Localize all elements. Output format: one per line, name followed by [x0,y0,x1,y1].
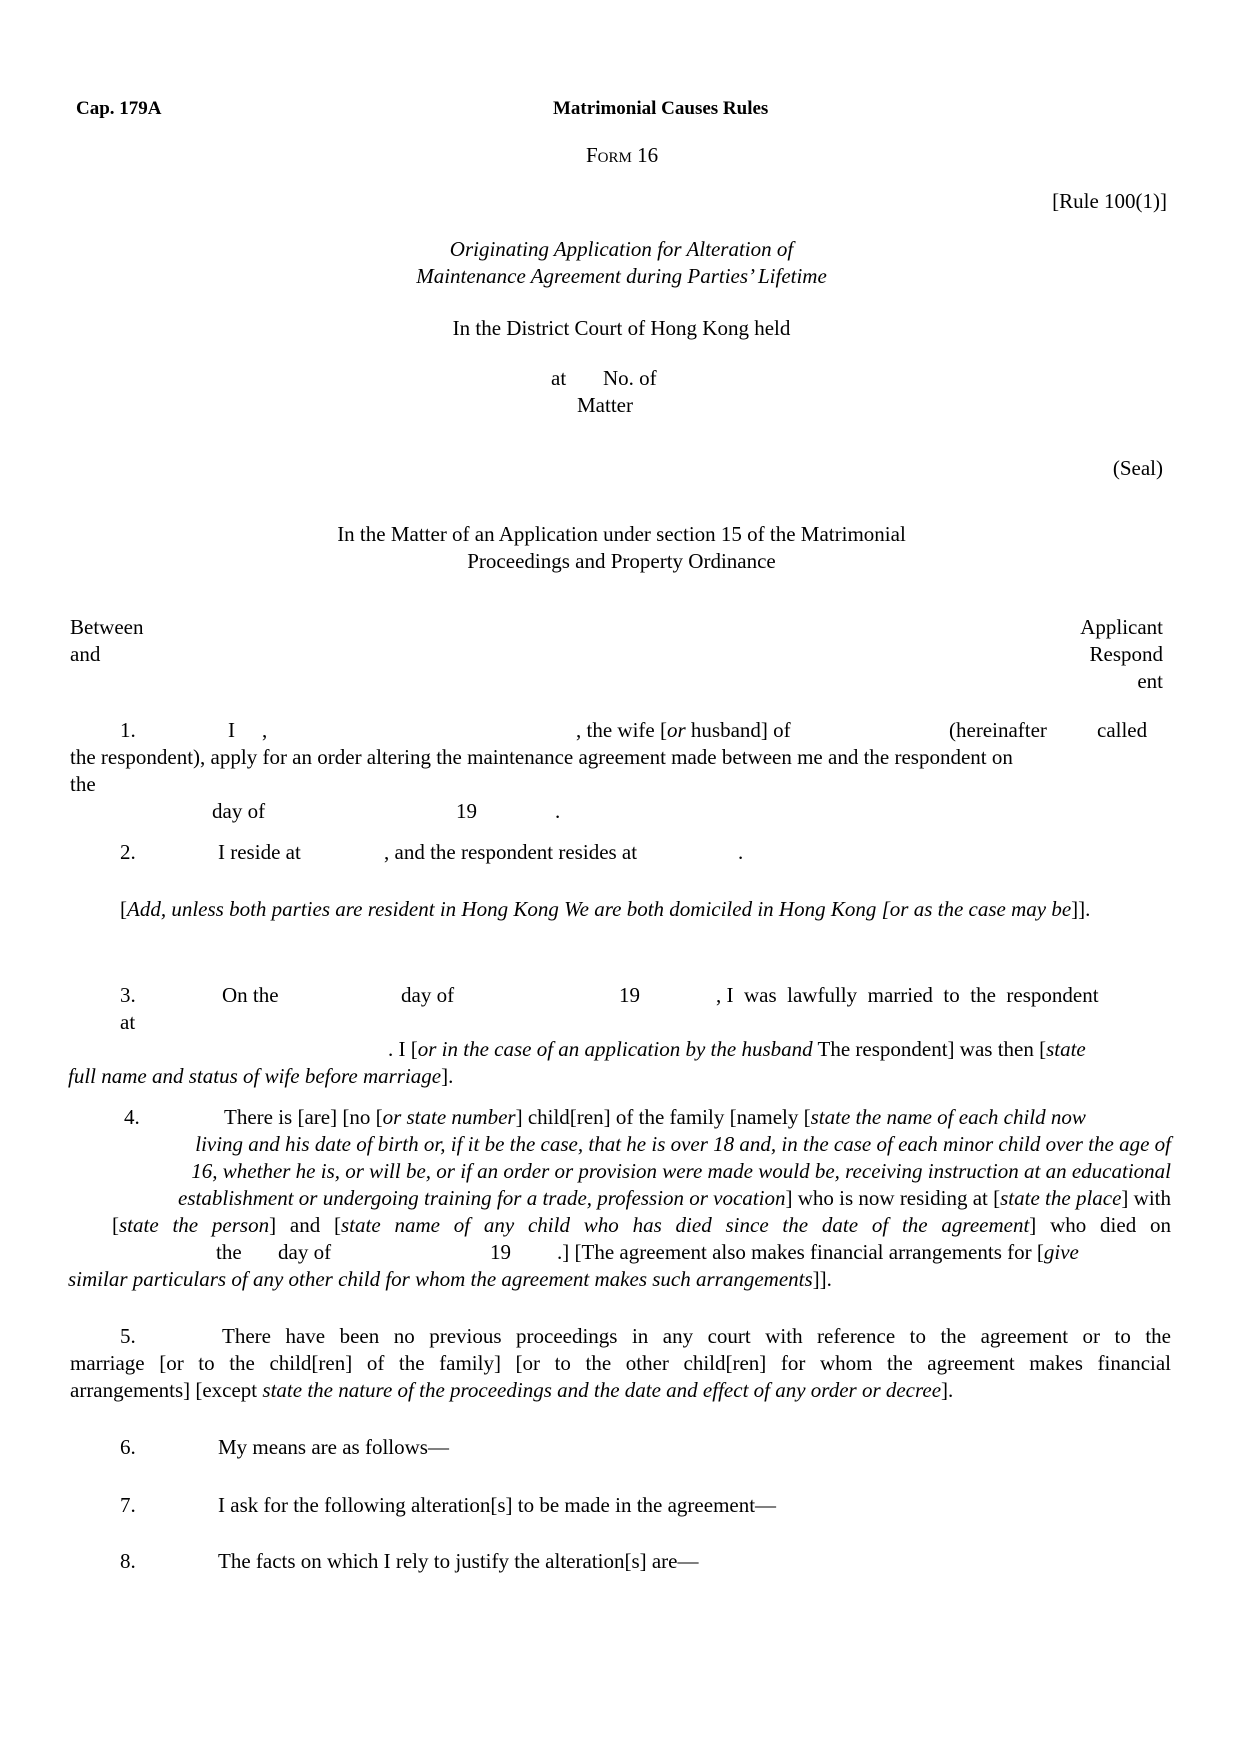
para8-text: The facts on which I rely to justify the alteration[s] are— [218,1549,699,1573]
in-the-matter-line1: In the Matter of an Application under section 15 of the Matrimonial [337,522,906,546]
para3-number: 3. [120,983,136,1007]
para4-the: the [216,1240,242,1264]
para4-line2: living and his date of birth or, if it be the case, that he is over 18 and, in the case of each minor child over the age of [195,1132,1171,1156]
applicant-label: Applicant [1080,615,1163,639]
para1-wife-clause: , the wife [or husband] of [576,718,791,742]
form-title-line2: Maintenance Agreement during Parties’ Lifetime [416,264,827,288]
para7-number: 7. [120,1493,136,1517]
respondent-label-part2: ent [1137,669,1163,693]
para5-line1: There have been no previous proceedings in any court with reference to the agreement or to the [222,1324,1171,1348]
respondent-label-part1: Respond [1089,642,1163,666]
para4-line5: [state the person] and [state name of any child who has died since the date of the agreement] who died on [112,1213,1171,1237]
cap-number: Cap. 179A [76,98,162,119]
form-title-line1: Originating Application for Alteration of [449,237,794,261]
para1-comma: , [262,718,268,742]
para1-the: the [70,772,96,796]
add-clause: [Add, unless both parties are resident in Hong Kong We are both domiciled in Hong Kong [or as the case may be]]. [120,897,1091,921]
para3-married: , I was lawfully married to the respondent [716,983,1099,1007]
para4-year-prefix: 19 [490,1240,511,1264]
rule-reference: [Rule 100(1)] [1052,189,1167,213]
para3-line4: full name and status of wife before marriage]. [68,1064,454,1088]
para4-line3: 16, whether he is, or will be, or if an order or provision were made would be, receiving instruction at an educational [191,1159,1171,1183]
para2-reside: I reside at [218,840,301,864]
matter-label: Matter [577,393,633,417]
para2-number: 2. [120,840,136,864]
para3-line3: . I [or in the case of an application by the husband The respondent] was then [state [388,1037,1086,1061]
para5-number: 5. [120,1324,136,1348]
para6-number: 6. [120,1435,136,1459]
para3-day-of: day of [401,983,455,1007]
para1-i: I [228,718,235,742]
para3-at: at [120,1010,136,1034]
para4-number: 4. [124,1105,140,1129]
para1-number: 1. [120,718,136,742]
para1-day-of: day of [212,799,266,823]
para3-on-the: On the [222,983,279,1007]
para1-period: . [555,799,561,823]
at-label: at [551,366,567,390]
para1-year-prefix: 19 [456,799,477,823]
para8-number: 8. [120,1549,136,1573]
court-heading: In the District Court of Hong Kong held [452,316,791,340]
para6-text: My means are as follows— [218,1435,449,1459]
between-label: Between [70,615,144,639]
document-title: Matrimonial Causes Rules [553,98,769,119]
para5-line2: marriage [or to the child[ren] of the family] [or to the other child[ren] for whom the agreement makes financial [70,1351,1171,1375]
form-number: Form 16 [586,143,659,167]
para4-line4: establishment or undergoing training for a trade, profession or vocation] who is now residing at [state the place] with [178,1186,1171,1210]
in-the-matter-line2: Proceedings and Property Ordinance [467,549,776,573]
para1-hereinafter: (hereinafter [949,718,1047,742]
seal-label: (Seal) [1112,456,1163,480]
para4-line7: similar particulars of any other child for whom the agreement makes such arrangements]]. [68,1267,832,1291]
para1-line2: the respondent), apply for an order altering the maintenance agreement made between me and the respondent on [70,745,1013,769]
para2-respondent-resides: , and the respondent resides at [384,840,638,864]
para7-text: I ask for the following alteration[s] to be made in the agreement— [218,1493,777,1517]
para4-day-of: day of [278,1240,332,1264]
number-of-label: No. of [603,366,657,390]
para4-arrangements: .] [The agreement also makes financial arrangements for [give [557,1240,1079,1264]
and-label: and [70,642,101,666]
para5-line3: arrangements] [except state the nature of the proceedings and the date and effect of any order or decree]. [70,1378,954,1402]
para1-called: called [1097,718,1148,742]
para3-year-prefix: 19 [619,983,640,1007]
para4-line1: There is [are] [no [or state number] child[ren] of the family [namely [state the name of each child now [224,1105,1086,1129]
para2-period: . [738,840,744,864]
